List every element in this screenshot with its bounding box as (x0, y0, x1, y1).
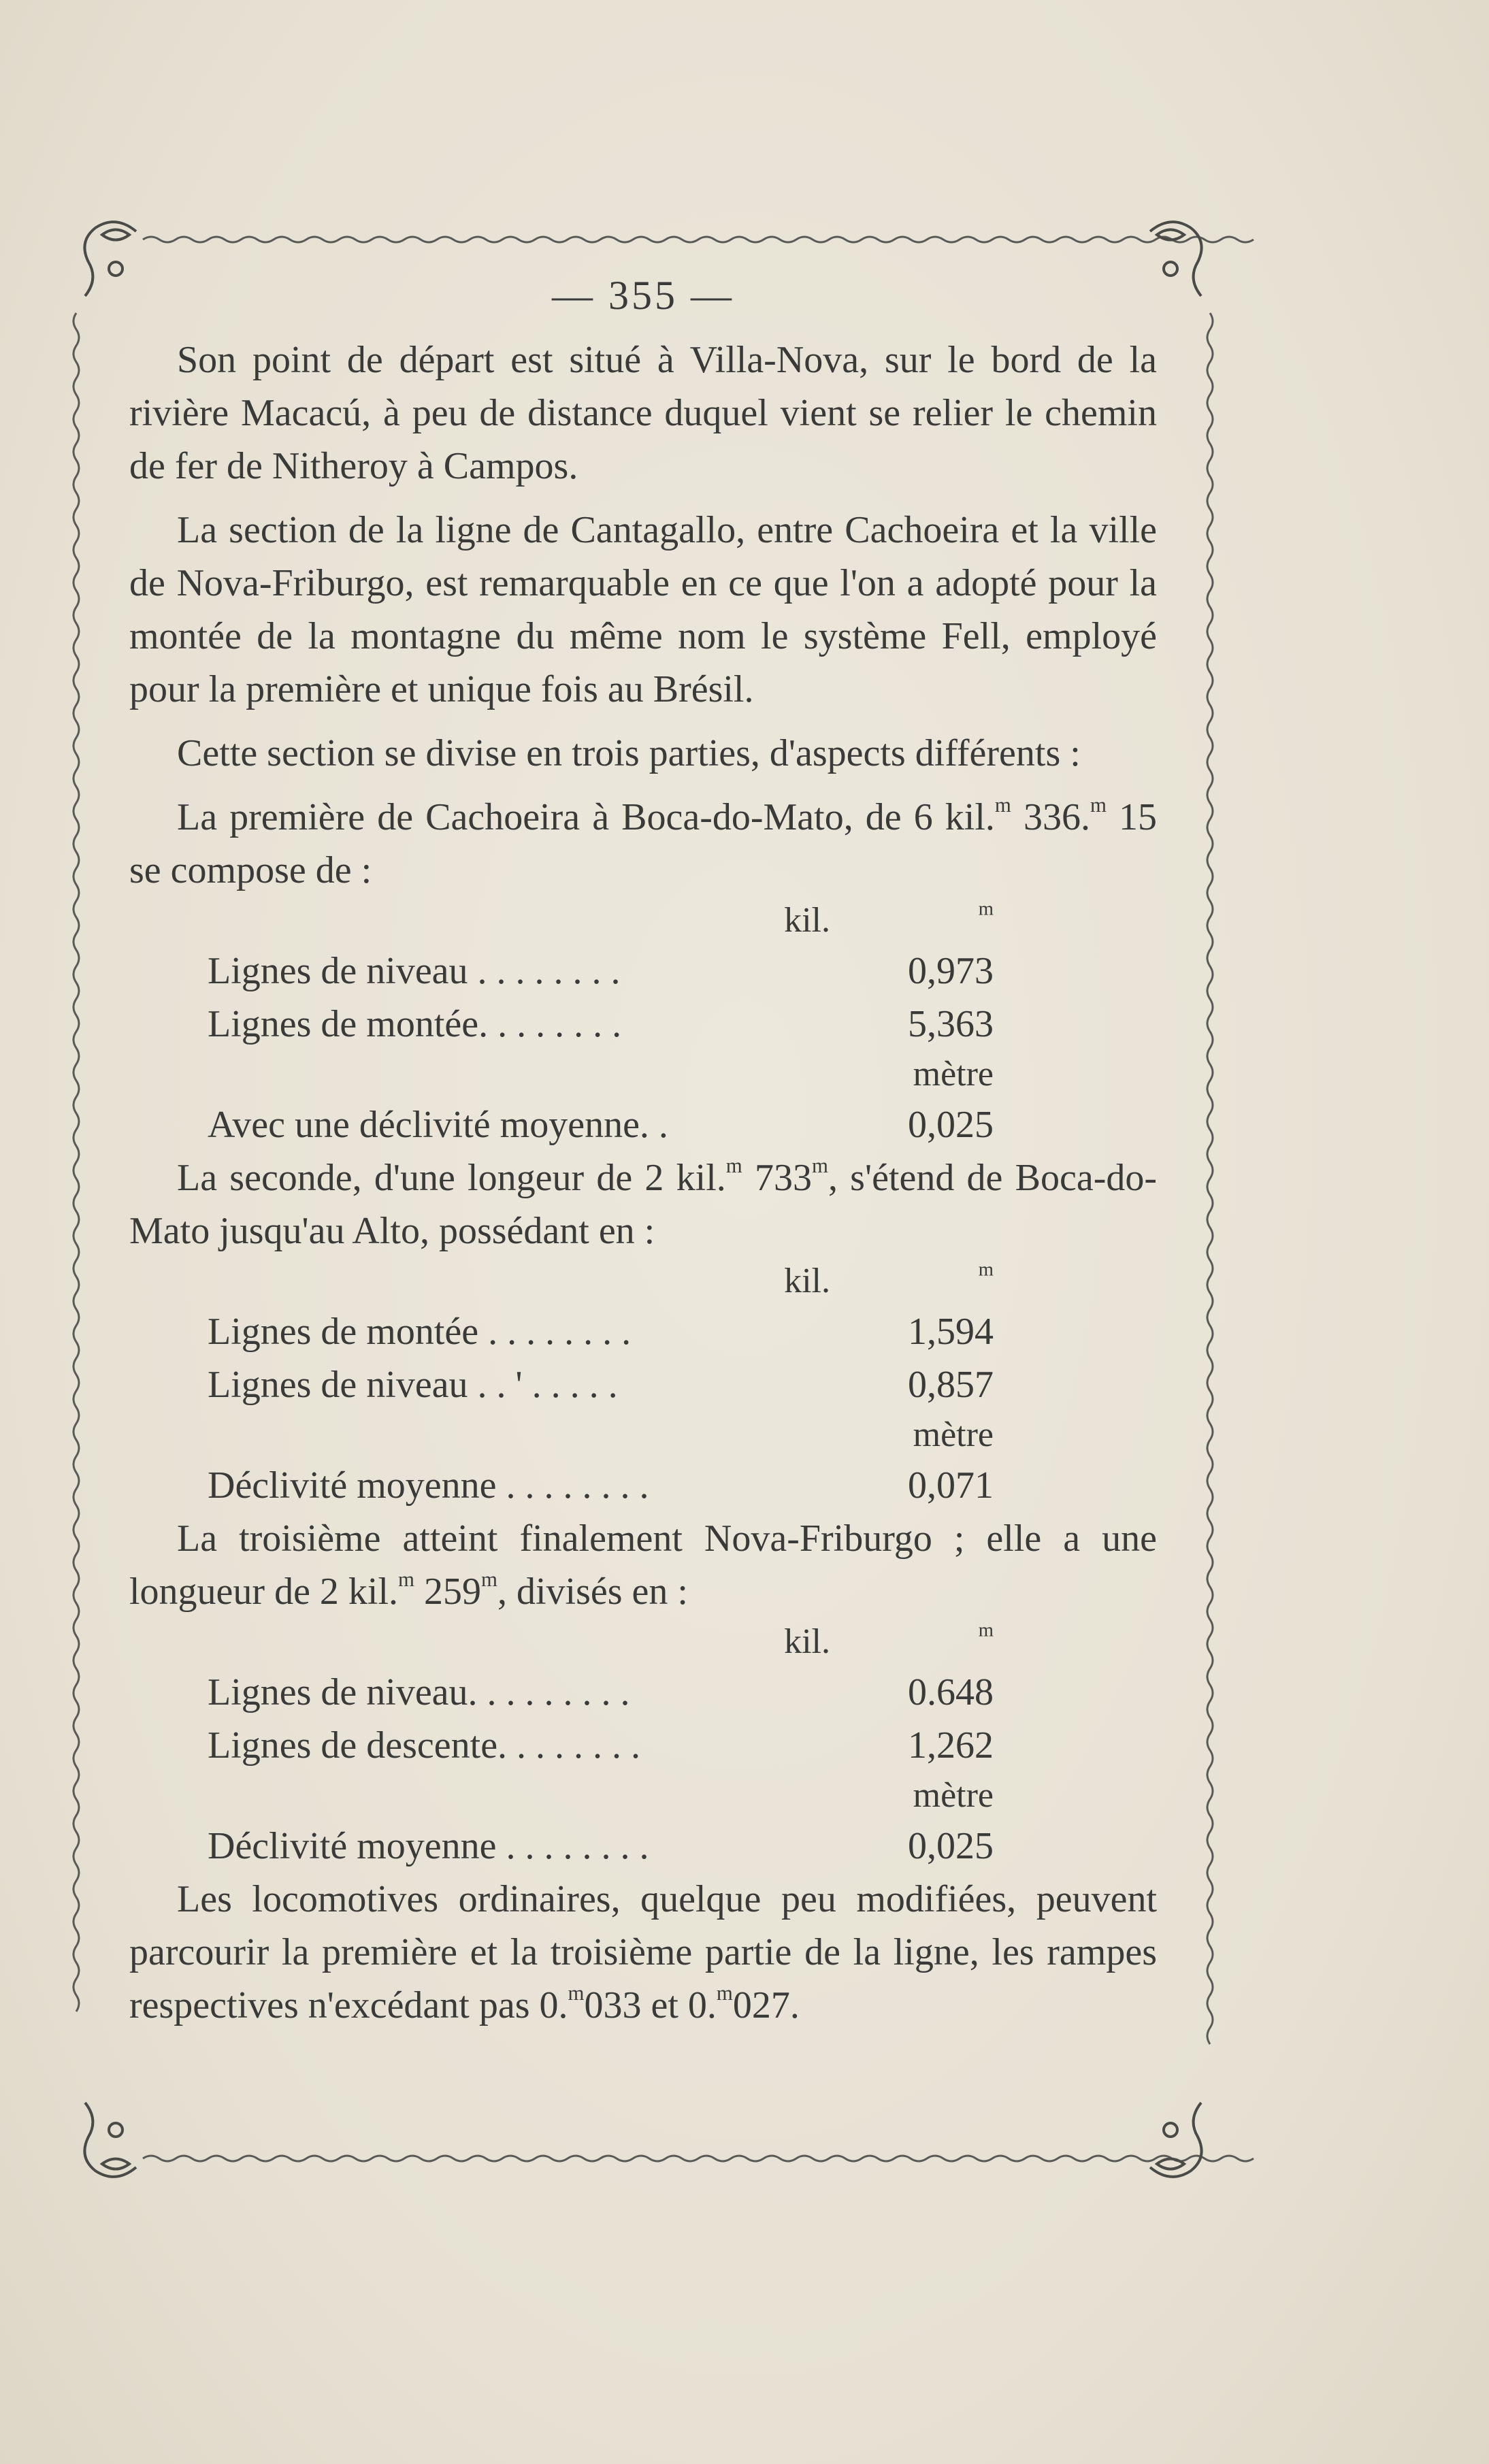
unit-label (129, 897, 1157, 944)
paragraph-4-text-c: 15 se compose de : (129, 796, 1157, 891)
paragraph-7 (129, 1873, 1157, 2032)
paragraph-2-text: La section de la ligne de Cantagallo, entre Cachoeira et la ville de Nova-Friburgo, est remarquable en ce que l'on a adopté pour la montée de la montagne du même nom le système Fell, employé pour la première et unique fois au Brésil. (129, 509, 1157, 710)
row-value: 0,025 (908, 1104, 994, 1146)
table-1 (129, 897, 1157, 1151)
superscript: m (978, 1259, 994, 1281)
superscript: m (725, 1153, 742, 1177)
paragraph-7-text-b: 033 et 0. (584, 1984, 717, 2026)
corner-ornament-top-right (1150, 222, 1202, 296)
table-row (129, 1305, 1157, 1358)
unit-text: kil. (784, 901, 830, 940)
row-label: Avec une déclivité moyenne. . (208, 1104, 668, 1146)
row-label: Lignes de montée. . . . . . . . (208, 1003, 622, 1045)
left-wavy-rule (73, 313, 79, 2011)
superscript: m (481, 1567, 497, 1591)
corner-ornament-top-left (84, 222, 136, 296)
superscript: m (978, 898, 994, 920)
paragraph-6-text-a: La troisième atteint finalement Nova-Friburgo ; elle a une longueur de 2 kil. (129, 1517, 1157, 1613)
row-label: Lignes de descente. . . . . . . . (208, 1724, 641, 1767)
row-label: Lignes de niveau . . . . . . . . (208, 950, 621, 992)
paragraph-3-text: Cette section se divise en trois parties, d'aspects différents : (177, 732, 1081, 774)
paragraph-6-text-c: , divisés en : (497, 1571, 688, 1613)
superscript: m (994, 793, 1011, 817)
row-value: 1,594 (908, 1311, 994, 1353)
paragraph-1 (129, 333, 1157, 493)
superscript: m (978, 1620, 994, 1641)
table-row (129, 1098, 1157, 1151)
paragraph-5-text-c: , s'étend de Boca-do-Mato jusqu'au Alto, possédant en : (129, 1157, 1158, 1252)
paragraph-4 (129, 791, 1157, 897)
paragraph-2 (129, 504, 1157, 716)
table-row (129, 1358, 1157, 1411)
superscript: m (1090, 793, 1107, 817)
paragraph-4-text-b: 336. (1011, 796, 1090, 838)
row-value: 0,973 (908, 950, 994, 992)
table-row (129, 1820, 1157, 1873)
paragraph-6 (129, 1512, 1157, 1618)
row-value: 5,363 (908, 1003, 994, 1045)
row-value: 0,071 (908, 1464, 994, 1507)
row-label: Déclivité moyenne . . . . . . . . (208, 1464, 649, 1507)
row-value: 1,262 (908, 1724, 994, 1767)
bottom-wavy-rule (143, 2156, 1254, 2161)
unit-text: mètre (913, 1776, 994, 1815)
row-value: 0,857 (908, 1364, 994, 1406)
superscript: m (398, 1567, 415, 1591)
row-label: Lignes de niveau. . . . . . . . . (208, 1671, 630, 1713)
unit-label (129, 1618, 1157, 1666)
paragraph-7-text-c: 027. (732, 1984, 800, 2026)
paragraph-5 (129, 1151, 1157, 1258)
top-wavy-rule (143, 237, 1254, 242)
paragraph-5-text-a: La seconde, d'une longeur de 2 kil. (177, 1157, 726, 1199)
row-label: Lignes de niveau . . ' . . . . . (208, 1364, 618, 1406)
row-label: Lignes de montée . . . . . . . . (208, 1311, 632, 1353)
table-3 (129, 1618, 1157, 1873)
unit-text: kil. (784, 1262, 830, 1300)
page-content (129, 272, 1157, 2043)
paragraph-3 (129, 727, 1157, 780)
page-number: — 355 — (552, 273, 734, 318)
table-row (129, 1459, 1157, 1512)
unit-label (129, 1772, 1157, 1820)
table-2 (129, 1258, 1157, 1512)
paragraph-5-text-b: 733 (742, 1157, 812, 1199)
unit-label (129, 1051, 1157, 1098)
paragraph-7-text-a: Les locomotives ordinaires, quelque peu modifiées, peuvent parcourir la première et la troisième partie de la ligne, les rampes respectives n'excédant pas 0. (129, 1878, 1157, 2026)
right-wavy-rule (1207, 313, 1213, 2044)
unit-label (129, 1411, 1157, 1459)
paragraph-1-text: Son point de départ est situé à Villa-Nova, sur le bord de la rivière Macacú, à peu de distance duquel vient se relier le chemin de fer de Nitheroy à Campos. (129, 339, 1157, 487)
row-value: 0.648 (908, 1671, 994, 1713)
table-row (129, 944, 1157, 998)
row-label: Déclivité moyenne . . . . . . . . (208, 1825, 649, 1867)
corner-ornament-bottom-right (1150, 2103, 1202, 2177)
superscript: m (568, 1981, 585, 2005)
unit-text: kil. (784, 1622, 830, 1661)
table-row (129, 1719, 1157, 1772)
superscript: m (811, 1153, 828, 1177)
corner-ornament-bottom-left (84, 2103, 136, 2177)
unit-text: mètre (913, 1415, 994, 1454)
paragraph-4-text-a: La première de Cachoeira à Boca-do-Mato, de 6 kil. (177, 796, 995, 838)
unit-text: mètre (913, 1055, 994, 1094)
superscript: m (716, 1981, 733, 2005)
table-row (129, 1666, 1157, 1719)
table-row (129, 998, 1157, 1051)
unit-label (129, 1258, 1157, 1305)
paragraph-6-text-b: 259 (414, 1571, 482, 1613)
row-value: 0,025 (908, 1825, 994, 1867)
